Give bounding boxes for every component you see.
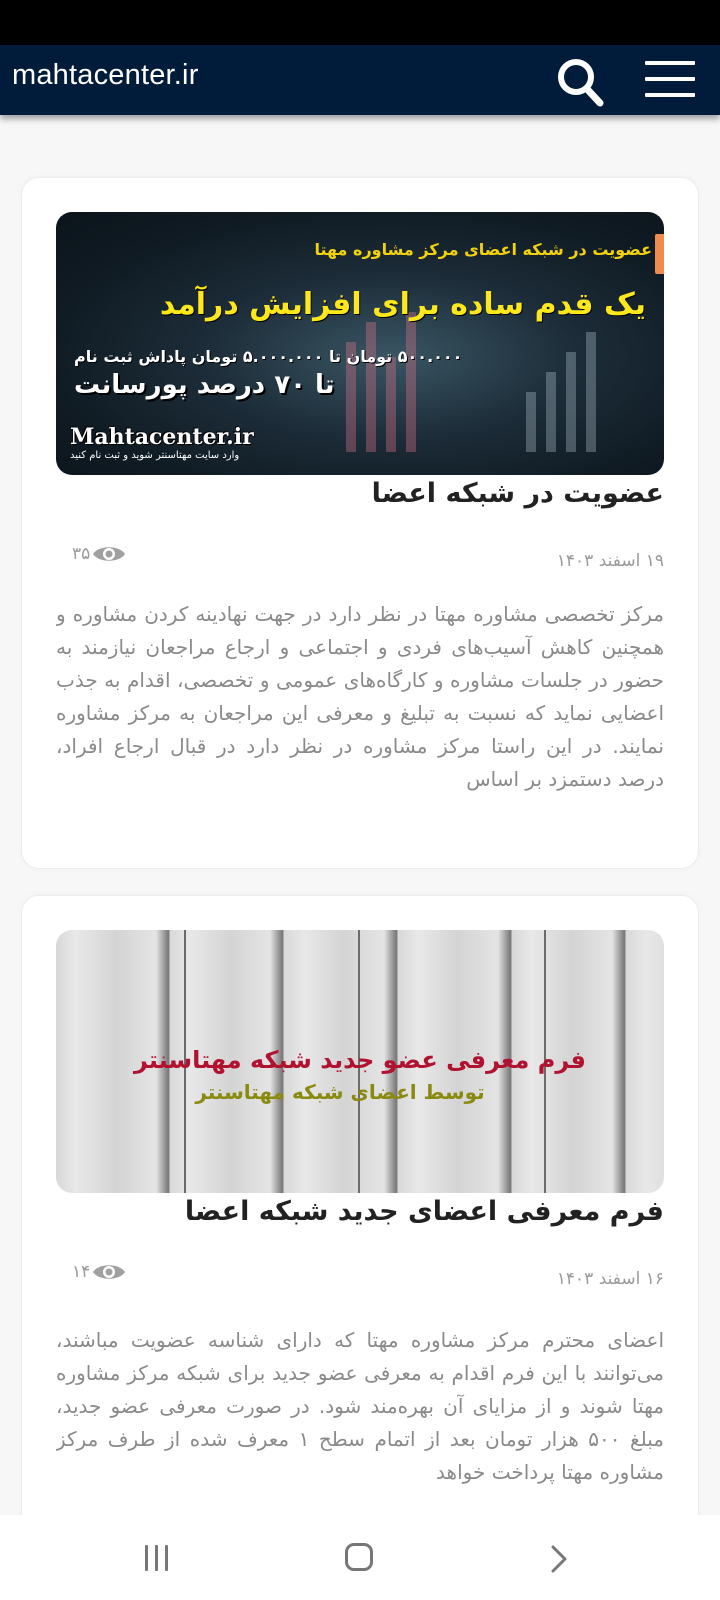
banner-accent-bar — [655, 234, 664, 274]
recent-apps-icon-bar — [165, 1545, 168, 1571]
app-header — [0, 45, 720, 115]
banner-tag: عضویت در شبکه اعضای مرکز مشاوره مهتا — [314, 240, 652, 259]
banner-brand: Mahtacenter.ir — [70, 424, 254, 450]
post-card[interactable] — [21, 895, 699, 1515]
hamburger-line — [645, 93, 695, 97]
view-count-value: ۱۴ — [72, 1262, 91, 1282]
hamburger-menu-icon — [645, 61, 695, 65]
post-date: ۱۹ اسفند ۱۴۰۳ — [556, 551, 664, 571]
banner-title: فرم معرفی عضو جدید شبکه مهتاسنتر — [133, 1046, 586, 1074]
view-count — [72, 543, 126, 565]
search-button[interactable] — [553, 53, 609, 109]
banner-reward-line: ۵۰۰.۰۰۰ تومان تا ۵.۰۰۰.۰۰۰ تومان پاداش ثبت نام — [74, 347, 463, 366]
menu-button[interactable] — [643, 59, 695, 99]
eye-icon — [92, 1261, 126, 1283]
recent-apps-button[interactable] — [143, 1545, 171, 1571]
banner-subtitle: توسط اعضای شبکه مهتاسنتر — [195, 1080, 485, 1104]
post-excerpt: اعضای محترم مرکز مشاوره مهتا که دارای شناسه عضویت مباشند، می‌توانند با این فرم اقدام به معرفی عضو جدید برای شبکه مرکز مشاوره مهتا شوند و از مزایای آن بهره‌مند شود. در صورت معرفی عضو جدید، مبلغ ۵۰۰ هزار تومان بعد از اتمام سطح ۱ معرف شده از طرف مرکز مشاوره مهتا پرداخت خواهد — [56, 1328, 664, 1484]
site-name[interactable]: mahtacenter.ir — [12, 59, 199, 91]
search-icon — [553, 53, 609, 109]
view-count — [72, 1261, 126, 1283]
status-bar — [0, 0, 720, 45]
hamburger-line — [645, 77, 695, 81]
home-button[interactable] — [345, 1543, 373, 1571]
post-excerpt: مرکز تخصصی مشاوره مهتا در نظر دارد در جهت نهادینه کردن مشاوره و همچنین کاهش آسیب‌های فردی و اجتماعی و ارجاع مراجعان نیازمند به حضور در جلسات مشاوره و کارگاه‌های عمومی و تخصصی، اقدام به جذب اعضایی نماید که نسبت به تبلیغ و معرفی این مراجعان به مرکز مشاوره نمایند. در این راستا مرکز مشاوره در نظر دارد در قبال ارجاع افراد، درصد دستمزد بر اساس — [56, 602, 664, 791]
post-date: ۱۶ اسفند ۱۴۰۳ — [556, 1269, 664, 1289]
view-count-value: ۳۵ — [72, 544, 91, 564]
banner-brand-sub: وارد سایت مهتاسنتر شوید و ثبت نام کنید — [70, 450, 240, 461]
post-title[interactable]: فرم معرفی اعضای جدید شبکه اعضا — [184, 1196, 664, 1227]
recent-apps-icon — [145, 1545, 148, 1571]
post-meta — [56, 1261, 664, 1291]
post-meta — [56, 543, 664, 573]
banner-headline: یک قدم ساده برای افزایش درآمد — [159, 287, 646, 322]
post-card[interactable] — [21, 177, 699, 869]
recent-apps-icon-bar — [155, 1545, 158, 1571]
post-title[interactable]: عضویت در شبکه اعضا — [371, 478, 664, 509]
post-thumbnail[interactable] — [56, 212, 664, 475]
back-icon — [548, 1545, 570, 1573]
back-button[interactable] — [548, 1545, 570, 1573]
post-list — [0, 115, 720, 1515]
system-nav-bar — [0, 1515, 720, 1600]
post-thumbnail[interactable] — [56, 930, 664, 1193]
eye-icon — [92, 543, 126, 565]
banner-commission-line: تا ۷۰ درصد پورسانت — [74, 370, 335, 400]
